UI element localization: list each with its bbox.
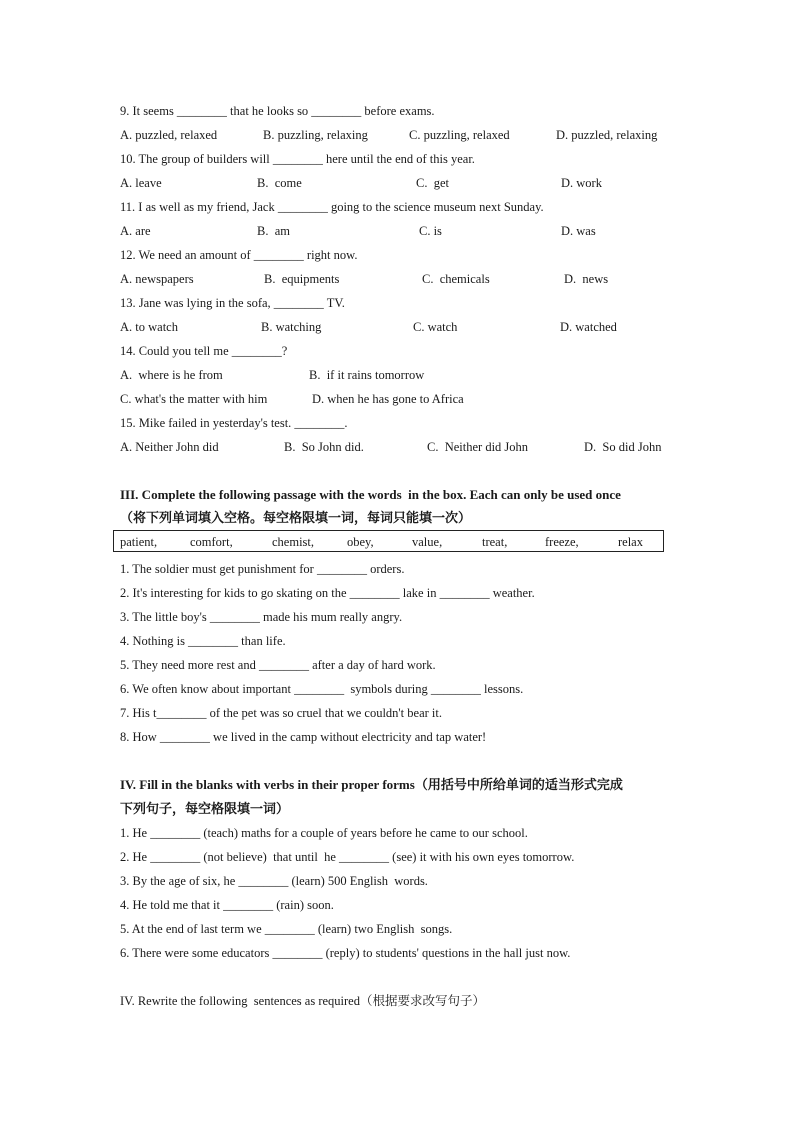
- option-a: A. Neither John did: [120, 440, 219, 454]
- word-box-item: comfort,: [190, 535, 233, 549]
- section-3-heading: III. Complete the following passage with the words in the box. Each can only be used once: [120, 487, 621, 502]
- option-b: B. So John did.: [284, 440, 364, 454]
- section-3-item-5: 5. They need more rest and ________ after a day of hard work.: [120, 658, 436, 672]
- option-b: B. puzzling, relaxing: [263, 128, 368, 142]
- section-3-item-6: 6. We often know about important ________ symbols during ________ lessons.: [120, 682, 524, 696]
- option-c: C. watch: [413, 320, 458, 334]
- option-a: A. to watch: [120, 320, 178, 334]
- option-b: B. am: [257, 224, 290, 238]
- section-5-heading: IV. Rewrite the following sentences as required（根据要求改写句子）: [120, 994, 485, 1008]
- question-14-options-row1: [120, 367, 680, 383]
- question-9-options: [120, 127, 680, 143]
- option-a: A. where is he from: [120, 368, 223, 382]
- option-c: C. chemicals: [422, 272, 490, 286]
- section-4-item-2: 2. He ________ (not believe) that until he ________ (see) it with his own eyes tomorrow.: [120, 850, 575, 864]
- question-10-options: [120, 175, 680, 191]
- question-12-options: [120, 271, 680, 287]
- section-4-item-5: 5. At the end of last term we ________ (learn) two English songs.: [120, 922, 453, 936]
- section-3-subheading: （将下列单词填入空格。每空格限填一词，每词只能填一次）: [120, 510, 472, 525]
- option-d: D. news: [564, 272, 609, 286]
- question-9: 9. It seems ________ that he looks so ________ before exams.: [120, 104, 435, 118]
- word-box-item: treat,: [482, 535, 508, 549]
- option-b: B. if it rains tomorrow: [309, 368, 425, 382]
- section-3-item-2: 2. It's interesting for kids to go skating on the ________ lake in ________ weather.: [120, 586, 535, 600]
- option-a: A. puzzled, relaxed: [120, 128, 218, 142]
- section-4-item-3: 3. By the age of six, he ________ (learn) 500 English words.: [120, 874, 428, 888]
- option-d: D. when he has gone to Africa: [312, 392, 464, 406]
- word-box-item: patient,: [120, 535, 158, 549]
- option-b: B. equipments: [264, 272, 340, 286]
- section-4-item-1: 1. He ________ (teach) maths for a couple of years before he came to our school.: [120, 826, 528, 840]
- word-box-item: freeze,: [545, 535, 579, 549]
- option-b: B. come: [257, 176, 302, 190]
- section-4-item-4: 4. He told me that it ________ (rain) soon.: [120, 898, 334, 912]
- word-box-item: obey,: [347, 535, 374, 549]
- option-b: B. watching: [261, 320, 322, 334]
- option-d: D. watched: [560, 320, 617, 334]
- option-a: A. are: [120, 224, 151, 238]
- option-c: C. puzzling, relaxed: [409, 128, 510, 142]
- word-box-item: chemist,: [272, 535, 315, 549]
- question-11-options: [120, 223, 680, 239]
- section-3-item-3: 3. The little boy's ________ made his mum really angry.: [120, 610, 403, 624]
- section-3-item-8: 8. How ________ we lived in the camp without electricity and tap water!: [120, 730, 487, 744]
- question-13-options: [120, 319, 680, 335]
- question-15-options: [120, 439, 680, 455]
- option-c: C. what's the matter with him: [120, 392, 268, 406]
- section-4-heading: IV. Fill in the blanks with verbs in their proper forms（用括号中所给单词的适当形式完成: [120, 777, 623, 792]
- section-3-item-7: 7. His t________ of the pet was so cruel that we couldn't bear it.: [120, 706, 442, 720]
- question-11: 11. I as well as my friend, Jack ________ going to the science museum next Sunday.: [120, 200, 544, 214]
- section-3-item-1: 1. The soldier must get punishment for ________ orders.: [120, 562, 405, 576]
- word-box: [113, 530, 664, 552]
- word-box-item: value,: [412, 535, 443, 549]
- option-d: D. was: [561, 224, 596, 238]
- option-a: A. newspapers: [120, 272, 194, 286]
- option-c: C. is: [419, 224, 442, 238]
- section-3-item-4: 4. Nothing is ________ than life.: [120, 634, 286, 648]
- option-c: C. Neither did John: [427, 440, 529, 454]
- option-d: D. work: [561, 176, 602, 190]
- question-15: 15. Mike failed in yesterday's test. ________.: [120, 416, 348, 430]
- option-a: A. leave: [120, 176, 162, 190]
- option-d: D. puzzled, relaxing: [556, 128, 658, 142]
- question-14-options-row2: [120, 391, 680, 407]
- section-4-item-6: 6. There were some educators ________ (reply) to students' questions in the hall just now.: [120, 946, 571, 960]
- question-14: 14. Could you tell me ________?: [120, 344, 288, 358]
- question-13: 13. Jane was lying in the sofa, ________ TV.: [120, 296, 345, 310]
- word-box-item: relax: [618, 535, 643, 549]
- question-12: 12. We need an amount of ________ right now.: [120, 248, 358, 262]
- section-4-subheading: 下列句子，每空格限填一词）: [120, 801, 290, 816]
- option-d: D. So did John: [584, 440, 662, 454]
- question-10: 10. The group of builders will ________ here until the end of this year.: [120, 152, 475, 166]
- option-c: C. get: [416, 176, 449, 190]
